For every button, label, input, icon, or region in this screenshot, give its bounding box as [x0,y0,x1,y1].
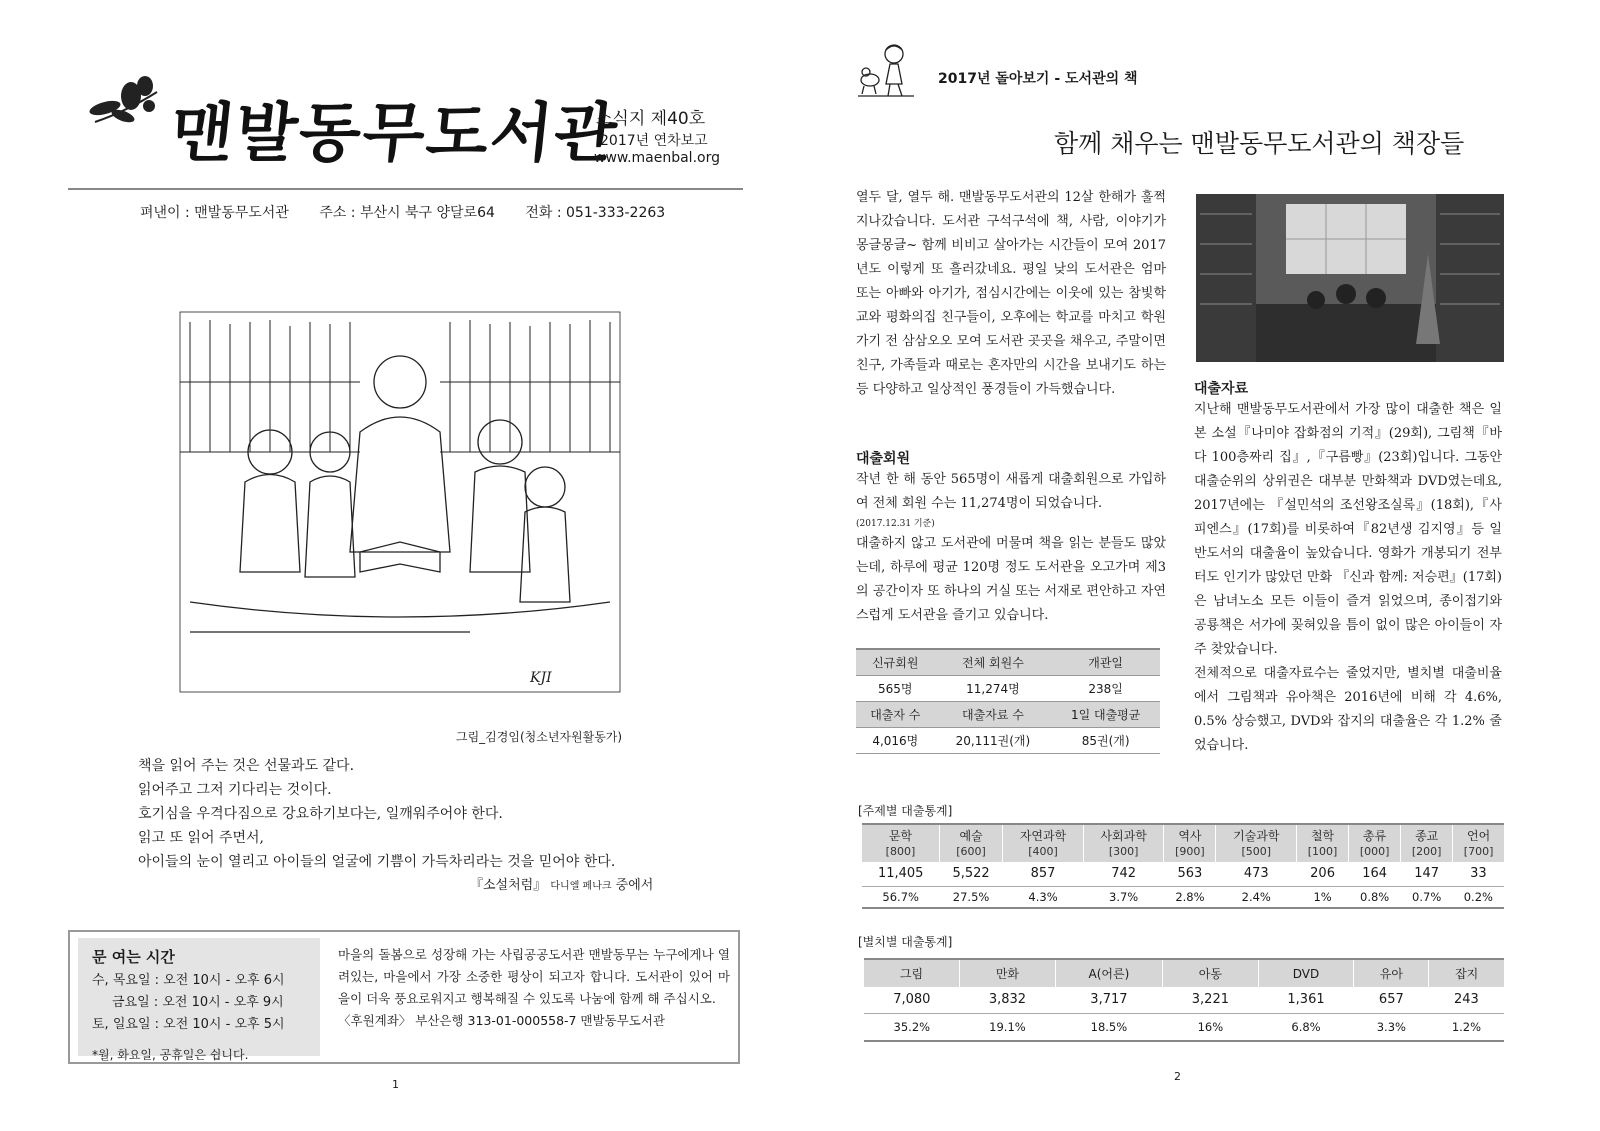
table-header-cell: DVD [1258,959,1354,987]
page-number: 2 [1174,1070,1181,1083]
quote-line: 호기심을 우격다짐으로 강요하기보다는, 일깨워주어야 한다. [138,806,503,822]
publisher: 펴낸이 : 맨발동무도서관 [140,205,289,221]
table-cell: 4.3% [1003,886,1084,908]
subject-name: 종교 [1415,828,1439,843]
table-header-cell [1164,824,1216,862]
table-cell: 3,832 [960,987,1056,1013]
loans-heading: 대출자료 [1194,381,1249,397]
hours-sat-sun: 토, 일요일 : 오전 10시 - 오후 5시 [92,1017,285,1032]
table-cell: 657 [1354,987,1429,1013]
table-row [856,675,1160,701]
hours-title: 문 여는 시간 [92,948,175,966]
flower-logo-icon [85,72,165,132]
table-cell: 0.7% [1401,886,1453,908]
table-header-cell [1453,824,1504,862]
intro-paragraph: 열두 달, 열두 해. 맨발동무도서관의 12살 한해가 훌쩍 지나갔습니다. 도서관 구석구석에 책, 사람, 이야기가 몽글몽글~ 함께 비비고 살아가는 시간들이 모여 2017년도 이렇게 또 흘러갔네요. 평일 낮의 도서관은 엄마 또는 아빠와 아기가, 점심시간에는 이웃에 있는 참빛학교와 평화의집 친구들이, 오후에는 학교를 마치고 학원가기 전 삼삼오오 모여 도서관 곳곳을 채우고, 주말이면 친구, 가족들과 때로는 혼자만의 시간을 보내기도 하는 등 다양하고 일상적인 풍경들이 가득했습니다. [856,190,1166,397]
table-cell: 27.5% [939,886,1002,908]
publisher-info [140,202,691,222]
table-header-cell [939,824,1002,862]
subject-code: [900] [1175,844,1205,858]
info-box [68,930,740,1064]
members-paragraph-1: 작년 한 해 동안 565명이 새롭게 대출회원으로 가입하여 전체 회원 수는 11,274명이 되었습니다. [856,472,1166,511]
table-row [862,862,1504,886]
mission-text: 마을의 돌봄으로 성장해 가는 사립공공도서관 맨발동무는 누구에게나 열려있는, 마을에서 가장 소중한 평상이 되고자 합니다. 도서관이 있어 마을이 더욱 풍요로워지고 행복해질 수 있도록 나눔에 함께 해 주십시오. [338,947,730,1006]
table-row [856,727,1160,753]
table-cell: 56.7% [862,886,939,908]
table-header-cell [1349,824,1401,862]
hours-fri: 금요일 : 오전 10시 - 오후 9시 [112,995,284,1010]
table-cell: 4,016명 [856,727,935,753]
table-row [856,701,1160,727]
subject-code: [400] [1028,844,1058,858]
table-cell: 11,274명 [935,675,1052,701]
website-link[interactable]: www.maenbal.org [594,150,720,166]
table-header-cell: 아동 [1163,959,1259,987]
address: 주소 : 부산시 북구 양달로64 [319,205,495,221]
quote-line: 책을 읽어 주는 것은 선물과도 같다. [138,758,355,774]
table-cell: 1% [1297,886,1349,908]
table-cell: 3.3% [1354,1013,1429,1041]
table-cell: 563 [1164,862,1216,886]
members-heading: 대출회원 [856,451,911,467]
table-header-cell: 만화 [960,959,1056,987]
illustration-caption: 그림_김경임(청소년자원활동가) [456,730,623,744]
subject-code: [100] [1307,844,1338,858]
table-header-cell [1401,824,1453,862]
table-cell: 20,111권(개) [935,727,1052,753]
subject-name: 역사 [1178,828,1202,843]
table-cell: 164 [1349,862,1401,886]
quote-source-author: 다니엘 페나크 [550,881,612,892]
table-header-cell: 신규회원 [856,649,935,675]
table-cell: 0.2% [1453,886,1504,908]
table-row [864,987,1504,1013]
table-cell: 5,522 [939,862,1002,886]
quote-source-title: 『소설처럼』 [470,878,547,893]
table-cell: 565명 [856,675,935,701]
table-cell: 238일 [1051,675,1160,701]
table-cell: 1,361 [1258,987,1354,1013]
table-row [864,959,1504,987]
table-header-cell [1083,824,1164,862]
table-header-cell: 유아 [1354,959,1429,987]
subject-name: 철학 [1310,828,1335,843]
table-cell: 206 [1297,862,1349,886]
quote-line: 읽고 또 읽어 주면서, [138,830,264,846]
loans-paragraph-2: 전체적으로 대출자료수는 줄었지만, 별치별 대출비율에서 그림책과 유아책은 2016년에 비해 각 4.6%, 0.5% 상승했고, DVD와 잡지의 대출율은 각 1.2% 줄었습니다. [1194,666,1502,753]
donation-account: 〈후원계좌〉 부산은행 313-01-000558-7 맨발동무도서관 [338,1013,666,1028]
table-cell: 7,080 [864,987,960,1013]
header-divider [68,188,743,190]
members-date-note: (2017.12.31 기준) [856,519,935,529]
table-header-cell [1297,824,1349,862]
table-header-cell [1216,824,1297,862]
mission-statement [338,944,730,1032]
section-heading: 2017년 돌아보기 - 도서관의 책 [938,71,1138,87]
table-header-cell [1003,824,1084,862]
table-cell: 35.2% [864,1013,960,1041]
table-cell: 19.1% [960,1013,1056,1041]
subject-code: [500] [1241,844,1272,858]
table-header-cell: 전체 회원수 [935,649,1052,675]
subject-code: [300] [1108,844,1139,858]
table-row [862,824,1504,862]
table-row [862,886,1504,908]
loans-section [1194,398,1502,758]
subject-name: 기술과학 [1233,828,1280,843]
table-cell: 2.4% [1216,886,1297,908]
subject-code: [200] [1411,844,1442,858]
format-stats-table [864,958,1504,1042]
subject-name: 총류 [1363,828,1387,843]
table-cell: 11,405 [862,862,939,886]
format-stats-title: [별치별 대출통계] [858,935,953,949]
subject-code: [800] [885,844,916,858]
table-cell: 33 [1453,862,1504,886]
child-and-dog-icon [856,40,916,100]
svg-text:KJI: KJI [530,670,552,686]
subject-name: 문학 [888,828,913,843]
subject-name: 사회과학 [1100,828,1147,843]
quote-line: 읽어주고 그저 기다리는 것이다. [138,782,332,798]
table-header-cell: 1일 대출평균 [1051,701,1160,727]
issue-number: 소식지 제40호 [596,109,706,129]
table-header-cell: 대출자 수 [856,701,935,727]
table-header-cell: A(어른) [1055,959,1162,987]
library-logo-title: 맨발동무도서관 [167,96,623,171]
table-cell: 243 [1429,987,1504,1013]
page-number: 1 [392,1078,399,1091]
subject-name: 언어 [1467,828,1491,843]
subject-name: 예술 [959,828,983,843]
table-cell: 18.5% [1055,1013,1162,1041]
table-cell: 3,221 [1163,987,1259,1013]
subject-code: [700] [1463,844,1494,858]
subject-code: [600] [956,844,986,858]
library-photo [1196,194,1504,362]
hours-wed-thu: 수, 목요일 : 오전 10시 - 오후 6시 [92,973,285,988]
table-header-cell: 대출자료 수 [935,701,1052,727]
table-cell: 1.2% [1429,1013,1504,1041]
members-section [856,468,1166,628]
members-paragraph-2: 대출하지 않고 도서관에 머물며 책을 읽는 분들도 많았는데, 하루에 평균 120명 정도 도서관을 오고가며 제3의 공간이자 또 하나의 거실 또는 서재로 편안하고 자연스럽게 도서관을 즐기고 있습니다. [856,536,1166,623]
subject-name: 자연과학 [1019,828,1067,843]
table-cell: 3.7% [1083,886,1164,908]
subject-stats-table [862,823,1504,909]
hours-note: *월, 화요일, 공휴일은 쉽니다. [92,1048,249,1062]
table-header-cell [862,824,939,862]
loans-paragraph-1: 지난해 맨발동무도서관에서 가장 많이 대출한 책은 일본 소설『나미야 잡화점의 기적』(29회), 그림책『바다 100층짜리 집』,『구름빵』(23회)입니다. 그동안 대출순위의 상위권은 대부분 만화책과 DVD였는데요, 2017년에는 『설민석의 조선왕조실록』(18회),『사피엔스』(17회)를 비롯하여『82년생 김지영』등 일반도서의 대출율이 높았습니다. 영화가 개봉되기 전부터도 인기가 많았던 만화 『신과 함께: 저승편』(17회)은 남녀노소 모든 이들이 즐겨 읽었으며, 종이접기와 공룡책은 서가에 꽂혀있을 틈이 없이 많은 아이들이 자주 찾았습니다. [1194,402,1502,657]
quote-source [470,874,653,893]
table-header-cell: 개관일 [1051,649,1160,675]
table-header-cell: 그림 [864,959,960,987]
member-stats-table [856,648,1160,754]
phone: 전화 : 051-333-2263 [525,205,666,221]
table-row [864,1013,1504,1041]
subject-code: [000] [1359,844,1390,858]
opening-hours [78,938,320,1062]
table-cell: 857 [1003,862,1084,886]
table-cell: 473 [1216,862,1297,886]
table-cell: 147 [1401,862,1453,886]
table-cell: 742 [1083,862,1164,886]
quote-line: 아이들의 눈이 열리고 아이들의 얼굴에 기쁨이 가득차리라는 것을 믿어야 한다. [138,854,616,870]
table-cell: 3,717 [1055,987,1162,1013]
reading-illustration [170,302,630,702]
page-title: 함께 채우는 맨발동무도서관의 책장들 [1054,129,1465,158]
table-cell: 85권(개) [1051,727,1160,753]
table-cell: 2.8% [1164,886,1216,908]
subject-stats-title: [주제별 대출통계] [858,804,953,818]
table-header-cell: 잡지 [1429,959,1504,987]
table-cell: 0.8% [1349,886,1401,908]
table-cell: 6.8% [1258,1013,1354,1041]
table-row [856,649,1160,675]
quote-block [138,754,615,874]
quote-source-suffix: 중에서 [615,878,654,893]
report-label: 2017년 연차보고 [600,133,708,149]
table-cell: 16% [1163,1013,1259,1041]
